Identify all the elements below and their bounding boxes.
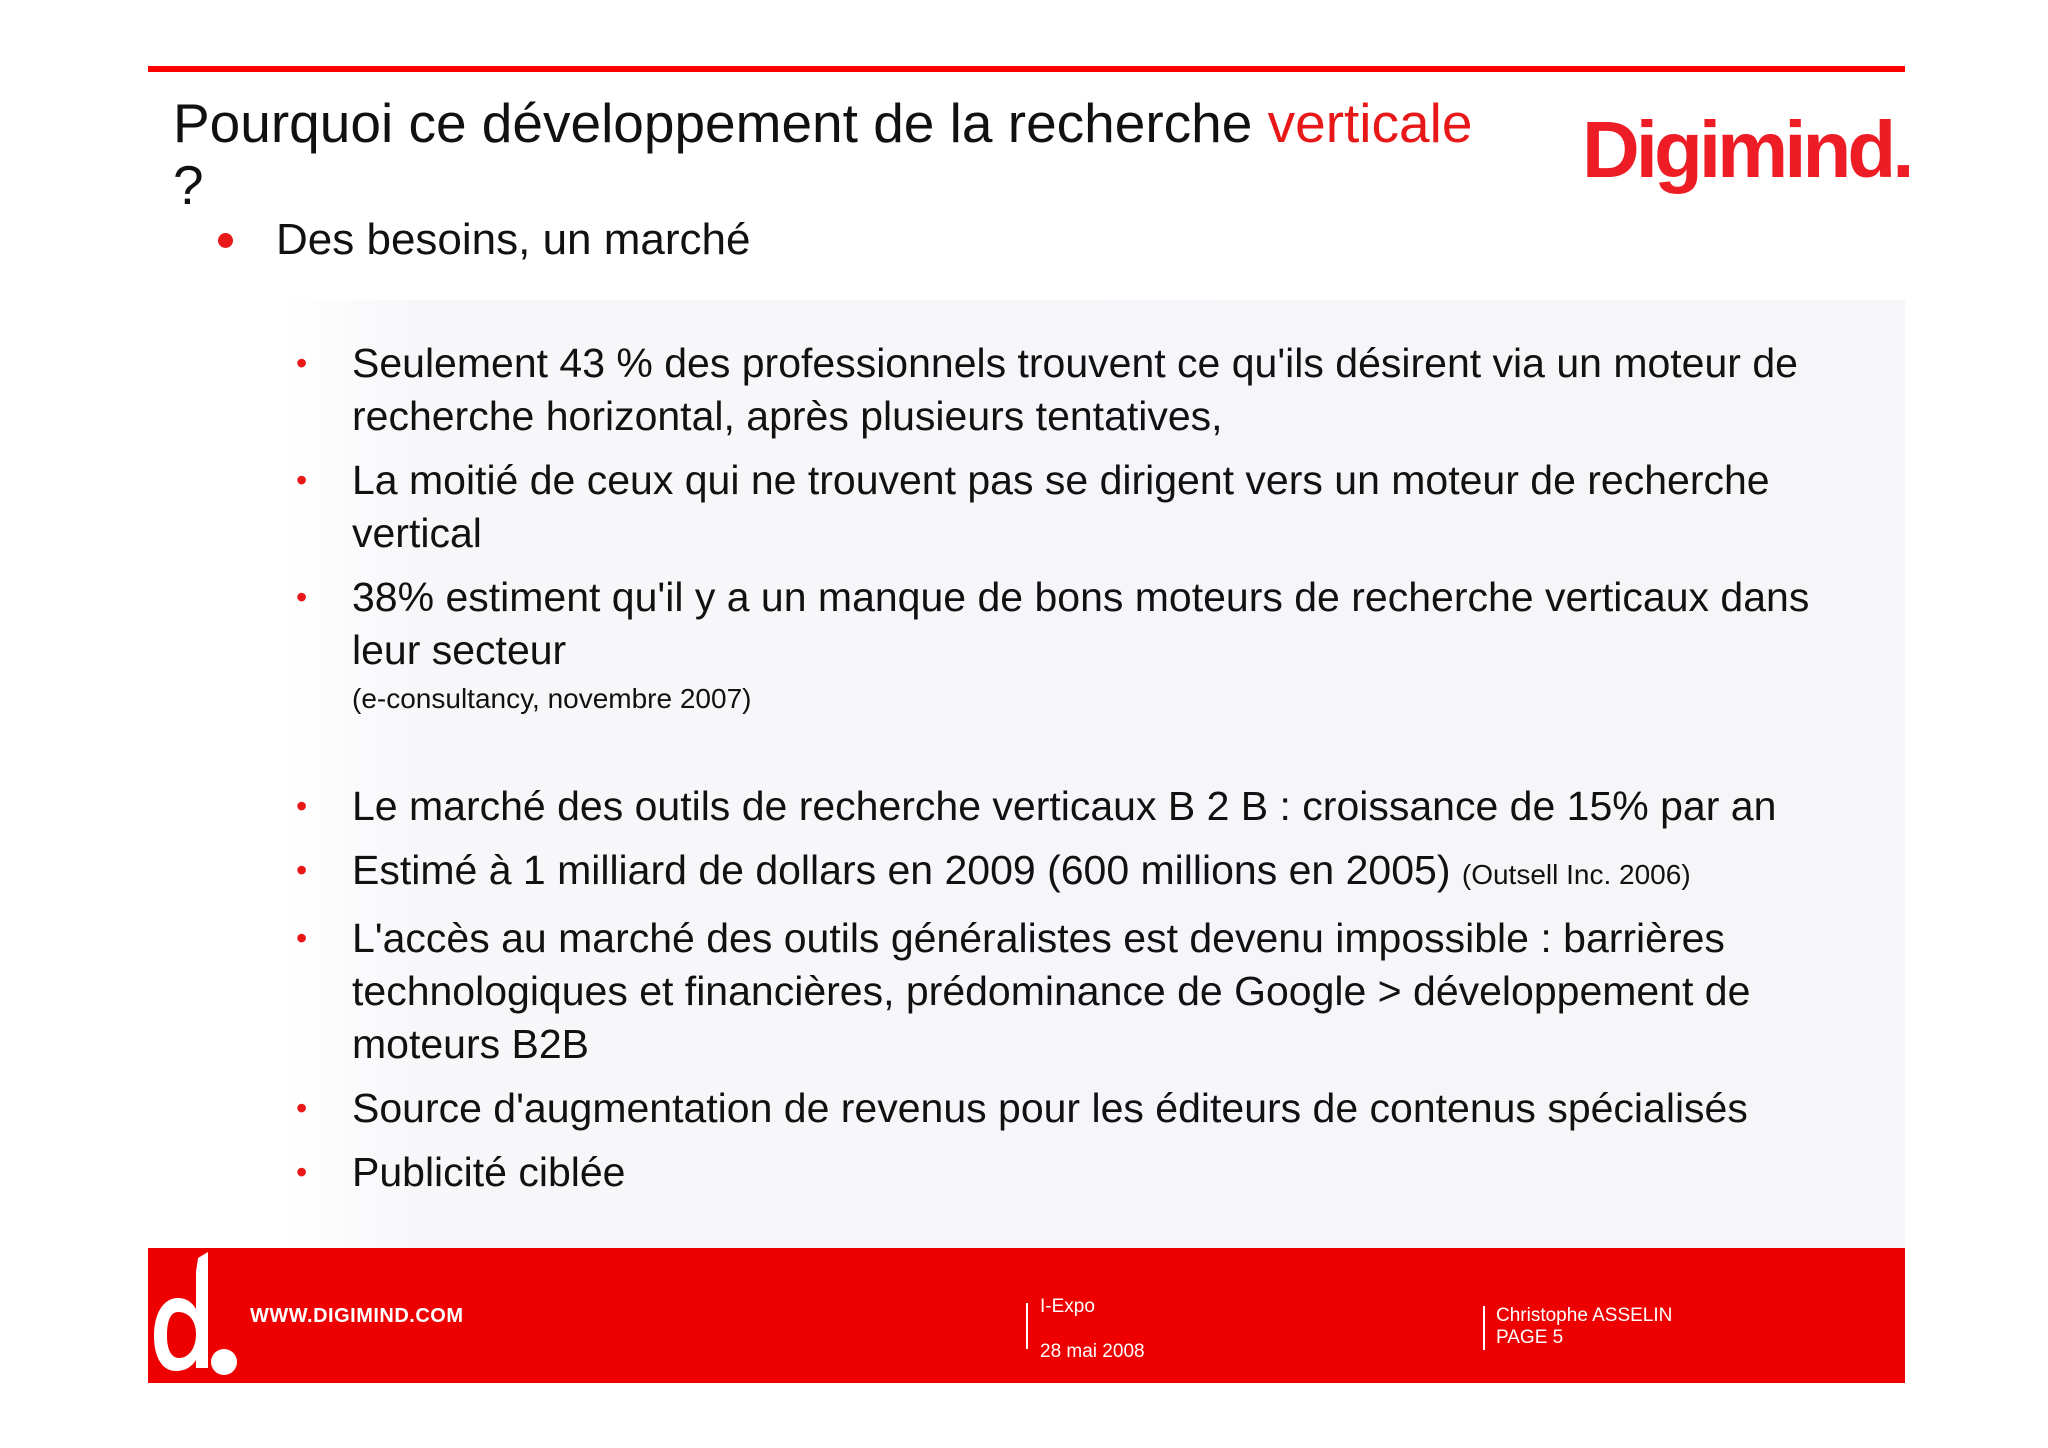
footer-divider xyxy=(1026,1303,1028,1349)
section-heading-text: Des besoins, un marché xyxy=(276,215,751,264)
title-accent: verticale xyxy=(1267,92,1473,154)
footer-page-number: PAGE 5 xyxy=(1496,1327,1564,1348)
bullet-icon: • xyxy=(296,852,308,888)
list-item xyxy=(290,1146,1880,1199)
source-citation: (e-consultancy, novembre 2007) xyxy=(352,683,752,714)
bullet-icon: • xyxy=(296,920,308,956)
bullet-text: 38% estiment qu'il y a un manque de bons moteurs de recherche verticaux dans leur secteur xyxy=(352,574,1810,673)
footer-event: I-Expo xyxy=(1040,1296,1095,1317)
bullet-icon: • xyxy=(296,1154,308,1190)
bullet-text: La moitié de ceux qui ne trouvent pas se dirigent vers un moteur de recherche vertical xyxy=(352,457,1770,556)
bullet-text: L'accès au marché des outils généralistes est devenu impossible : barrières technologiques et financières, prédominance de Google > développement de moteurs B2B xyxy=(352,915,1751,1067)
bullet-text: Seulement 43 % des professionnels trouvent ce qu'ils désirent via un moteur de recherche horizontal, après plusieurs tentatives, xyxy=(352,340,1798,439)
footer-bar xyxy=(148,1248,1905,1383)
source-citation: (Outsell Inc. 2006) xyxy=(1461,859,1691,890)
list-item xyxy=(290,780,1880,833)
bullet-text: Estimé à 1 milliard de dollars en 2009 (600 millions en 2005) xyxy=(352,847,1462,893)
top-red-rule xyxy=(148,66,1905,72)
bullet-text: Source d'augmentation de revenus pour les éditeurs de contenus spécialisés xyxy=(352,1085,1748,1131)
footer-website: WWW.DIGIMIND.COM xyxy=(250,1305,464,1327)
title-question-mark: ? xyxy=(173,154,204,216)
footer-divider xyxy=(1483,1306,1485,1350)
digimind-d-logo-icon xyxy=(152,1248,242,1383)
bullet-icon: • xyxy=(296,462,308,498)
digimind-logo: Digimind. xyxy=(1582,105,1911,194)
footer-author: Christophe ASSELIN xyxy=(1496,1305,1673,1326)
list-item xyxy=(290,571,1880,717)
bullet-icon: • xyxy=(296,345,308,381)
bullet-list xyxy=(290,337,1880,1210)
footer-date: 28 mai 2008 xyxy=(1040,1341,1145,1362)
bullet-icon: • xyxy=(296,788,308,824)
list-item xyxy=(290,337,1880,443)
section-heading xyxy=(214,212,750,268)
bullet-text: Publicité ciblée xyxy=(352,1149,626,1195)
list-item xyxy=(290,844,1880,901)
footer-author-block xyxy=(1496,1305,1672,1349)
list-item xyxy=(290,1082,1880,1135)
bullet-icon: • xyxy=(296,1090,308,1126)
bullet-text: Le marché des outils de recherche verticaux B 2 B : croissance de 15% par an xyxy=(352,783,1777,829)
list-spacer xyxy=(290,728,1880,780)
bullet-icon: • xyxy=(296,579,308,615)
list-item xyxy=(290,912,1880,1071)
bullet-dot-icon xyxy=(218,233,233,248)
list-item xyxy=(290,454,1880,560)
title-main: Pourquoi ce développement de la recherche xyxy=(173,92,1268,154)
slide-title xyxy=(173,92,1593,216)
